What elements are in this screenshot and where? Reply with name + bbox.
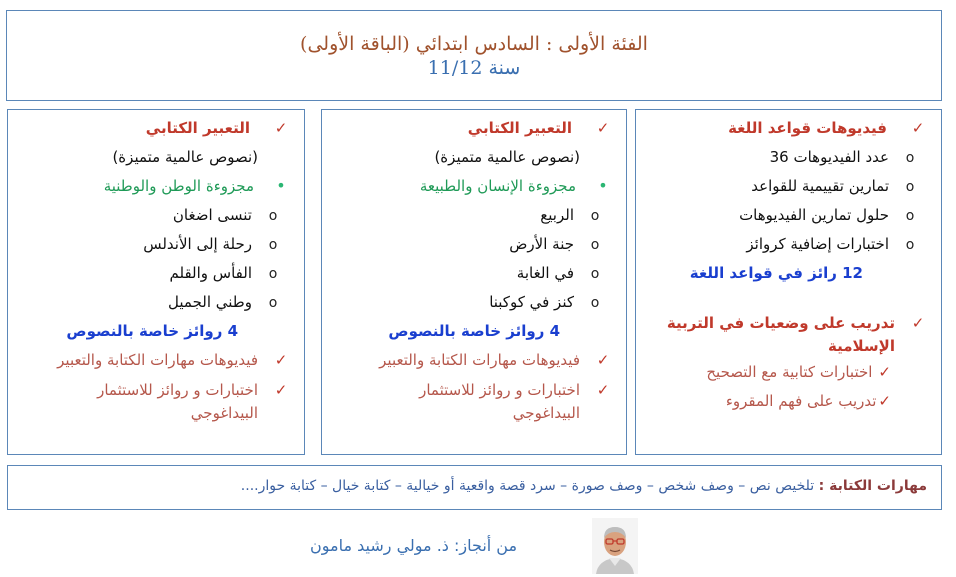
grammar-title-row [646, 118, 931, 147]
writing-skills-box [7, 465, 942, 510]
column-title: التعبير الكتابي [467, 119, 572, 137]
grammar-count: 12 رائز في قواعد اللغة [689, 264, 863, 282]
check-mark-icon: ✓ [911, 119, 925, 137]
hollow-circle-bullet-icon: o [268, 237, 278, 253]
list-item [646, 147, 931, 176]
list-item [18, 234, 294, 263]
hollow-circle-bullet-icon: o [268, 295, 278, 311]
list-item [332, 234, 616, 263]
extra-item [18, 379, 294, 429]
header-box [6, 10, 942, 101]
hollow-circle-bullet-icon: o [590, 266, 600, 282]
list-item-text: الربيع [540, 206, 574, 224]
list-item-text: تمارين تقييمية للقواعد [751, 177, 889, 195]
filled-dot-bullet-icon: • [276, 176, 286, 195]
list-item-text: تنسى اضغان [172, 206, 252, 224]
hollow-circle-bullet-icon: o [905, 150, 915, 166]
hollow-circle-bullet-icon: o [590, 237, 600, 253]
count-row [332, 321, 616, 350]
list-item [332, 263, 616, 292]
list-item-text: جنة الأرض [509, 235, 574, 253]
grammar-videos-column [635, 109, 942, 455]
list-item-text: حلول تمارين الفيديوهات [739, 206, 889, 224]
group-row [18, 176, 294, 205]
texts-count: 4 روائز خاصة بالنصوص [66, 322, 238, 340]
check-mark-icon: ✓ [596, 351, 610, 369]
list-item-text: وطني الجميل [168, 293, 252, 311]
hollow-circle-bullet-icon: o [905, 179, 915, 195]
list-item-text: اختبارات إضافية كروائز [746, 235, 889, 253]
list-item [18, 292, 294, 321]
grammar-title: فيديوهات قواعد اللغة [728, 119, 887, 137]
check-mark-icon: ✓ [878, 363, 891, 381]
column-title-row [332, 118, 616, 147]
hollow-circle-bullet-icon: o [268, 208, 278, 224]
texts-count: 4 روائز خاصة بالنصوص [388, 322, 560, 340]
training-item-text: تدريب على فهم المقروء [725, 392, 877, 410]
group-title: مجزوءة الإنسان والطبيعة [419, 177, 576, 195]
hollow-circle-bullet-icon: o [905, 237, 915, 253]
author-photo [592, 518, 638, 574]
hollow-circle-bullet-icon: o [905, 208, 915, 224]
column-title-row [18, 118, 294, 147]
list-item [18, 263, 294, 292]
extra-item [18, 350, 294, 379]
filled-dot-bullet-icon: • [598, 176, 608, 195]
list-item-text: كنز في كوكبنا [489, 293, 574, 311]
check-mark-icon: ✓ [274, 119, 288, 137]
written-expression-column-homeland [7, 109, 305, 455]
extra-item-text: فيديوهات مهارات الكتابة والتعبير [379, 351, 580, 369]
hollow-circle-bullet-icon: o [590, 295, 600, 311]
extra-item-text: اختبارات و روائز للاستثمار البيداغوجي [97, 381, 258, 422]
list-item-text: في الغابة [516, 264, 574, 282]
column-title: التعبير الكتابي [145, 119, 250, 137]
author-credit: من أنجاز: ذ. مولي رشيد مامون [310, 536, 518, 555]
list-item-text: عدد الفيديوهات 36 [769, 148, 889, 166]
training-title-row [646, 312, 931, 362]
list-item [332, 205, 616, 234]
page-title: الفئة الأولى : السادس ابتدائي (الباقة الأولى) [300, 33, 648, 55]
list-item [646, 176, 931, 205]
list-item [18, 205, 294, 234]
list-item [332, 292, 616, 321]
group-row [332, 176, 616, 205]
list-item-text: رحلة إلى الأندلس [143, 235, 252, 253]
extra-item-text: فيديوهات مهارات الكتابة والتعبير [57, 351, 258, 369]
list-item-text: الفأس والقلم [169, 264, 252, 282]
written-expression-column-nature [321, 109, 627, 455]
column-subtitle: (نصوص عالمية متميزة) [434, 148, 580, 166]
check-mark-icon: ✓ [274, 351, 288, 369]
extra-item [332, 350, 616, 379]
training-item [646, 391, 931, 420]
group-title: مجزوءة الوطن والوطنية [103, 177, 254, 195]
check-mark-icon: ✓ [596, 381, 610, 399]
hollow-circle-bullet-icon: o [590, 208, 600, 224]
list-item [646, 205, 931, 234]
count-row [646, 263, 931, 292]
extra-item-text: اختبارات و روائز للاستثمار البيداغوجي [419, 381, 580, 422]
training-title: تدريب على وضعيات في التربية الإسلامية [666, 314, 895, 355]
writing-skills-text: تلخيص نص – وصف شخص – وصف صورة – سرد قصة واقعية أو خيالية – كتابة خيال – كتابة حوار.... [240, 478, 815, 494]
check-mark-icon: ✓ [878, 392, 891, 410]
check-mark-icon: ✓ [596, 119, 610, 137]
extra-item [332, 379, 616, 429]
training-item-text: اختبارات كتابية مع التصحيح [706, 363, 873, 381]
training-item [646, 362, 931, 391]
subtitle-row [18, 147, 294, 176]
hollow-circle-bullet-icon: o [268, 266, 278, 282]
age-label: 11/12 سنة [427, 57, 521, 79]
check-mark-icon: ✓ [274, 381, 288, 399]
check-mark-icon: ✓ [911, 314, 925, 332]
list-item [646, 234, 931, 263]
count-row [18, 321, 294, 350]
writing-skills-label: مهارات الكتابة : [818, 478, 927, 494]
column-subtitle: (نصوص عالمية متميزة) [112, 148, 258, 166]
subtitle-row [332, 147, 616, 176]
